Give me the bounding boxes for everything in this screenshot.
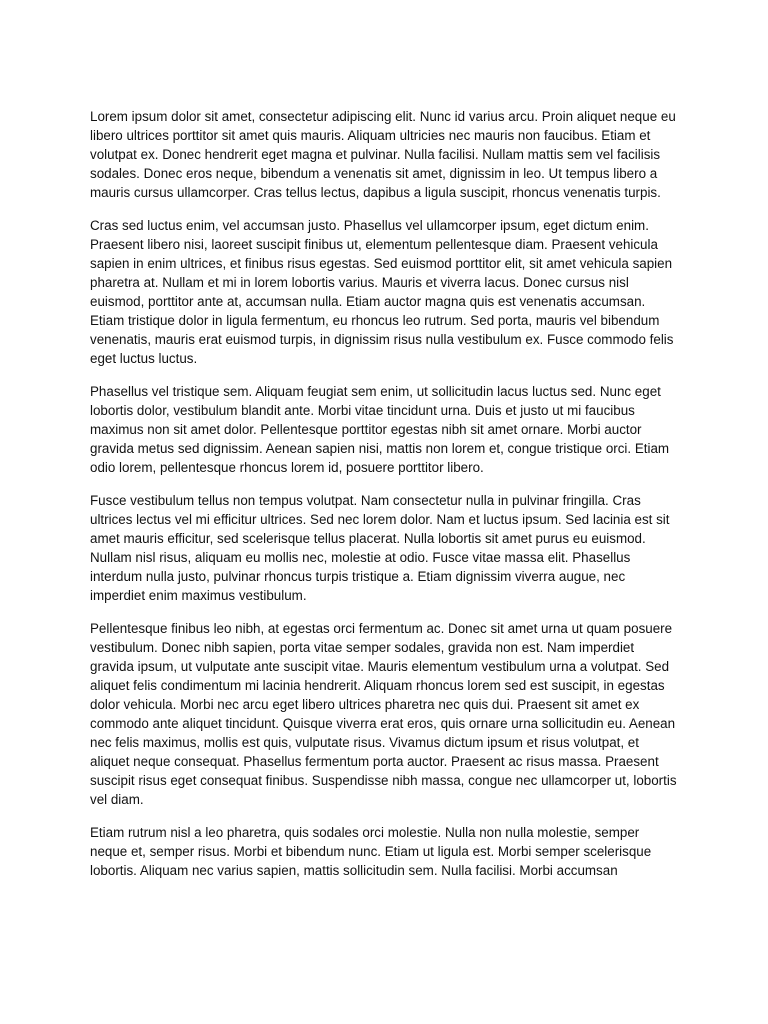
paragraph-1: Lorem ipsum dolor sit amet, consectetur adipiscing elit. Nunc id varius arcu. Proin aliquet neque eu libero ultrices porttitor sit amet quis mauris. Aliquam ultricies nec mauris non faucibus. Etiam et volutpat ex. Donec hendrerit eget magna et pulvinar. Nulla facilisi. Nullam mattis sem vel facilisis sodales. Donec eros neque, bibendum a venenatis sit amet, dignissim in leo. Ut tempus libero a mauris cursus ullamcorper. Cras tellus lectus, dapibus a ligula suscipit, rhoncus venenatis turpis. xyxy=(90,109,676,200)
paragraph-5: Pellentesque finibus leo nibh, at egestas orci fermentum ac. Donec sit amet urna ut quam posuere vestibulum. Donec nibh sapien, porta vitae semper sodales, gravida non est. Nam imperdiet gravida ipsum, ut vulputate ante suscipit vitae. Mauris elementum vestibulum urna a volutpat. Sed aliquet felis condimentum mi lacinia hendrerit. Aliquam rhoncus lorem sed est suscipit, in egestas dolor vehicula. Morbi nec arcu eget libero ultrices pharetra nec quis dui. Praesent sit amet ex commodo ante aliquet tincidunt. Quisque viverra erat eros, quis ornare urna sollicitudin eu. Aenean nec felis maximus, mollis est quis, vulputate risus. Vivamus dictum ipsum et risus volutpat, et aliquet neque consequat. Phasellus fermentum porta auctor. Praesent ac risus massa. Praesent suscipit risus eget consequat finibus. Suspendisse nibh massa, congue nec ullamcorper ut, lobortis vel diam. xyxy=(90,621,677,807)
document-body xyxy=(90,107,680,894)
paragraph-3: Phasellus vel tristique sem. Aliquam feugiat sem enim, ut sollicitudin lacus luctus sed. Nunc eget lobortis dolor, vestibulum blandit ante. Morbi vitae tincidunt urna. Duis et justo ut mi faucibus maximus non sit amet dolor. Pellentesque porttitor egestas nibh sit amet ornare. Morbi auctor gravida metus sed dignissim. Aenean sapien nisi, mattis non lorem et, congue tristique orci. Etiam odio lorem, pellentesque rhoncus lorem id, posuere porttitor libero. xyxy=(90,384,670,475)
paragraph-2: Cras sed luctus enim, vel accumsan justo. Phasellus vel ullamcorper ipsum, eget dictum enim. Praesent libero nisi, laoreet suscipit finibus ut, elementum pellentesque diam. Praesent vehicula sapien in enim ultrices, et finibus risus egestas. Sed euismod porttitor elit, sit amet vehicula sapien pharetra at. Nullam et mi in lorem lobortis varius. Mauris et viverra lacus. Donec cursus nisl euismod, porttitor ante at, accumsan nulla. Etiam auctor magna quis est venenatis accumsan. Etiam tristique dolor in ligula fermentum, eu rhoncus leo rutrum. Sed porta, mauris vel bibendum venenatis, mauris erat euismod turpis, in dignissim risus nulla vestibulum ex. Fusce commodo felis eget luctus luctus. xyxy=(90,218,674,366)
paragraph-6: Etiam rutrum nisl a leo pharetra, quis sodales orci molestie. Nulla non nulla molestie, semper neque et, semper risus. Morbi et bibendum nunc. Etiam ut ligula est. Morbi semper scelerisque lobortis. Aliquam nec varius sapien, mattis sollicitudin sem. Nulla facilisi. Morbi accumsan xyxy=(90,825,652,878)
paragraph-4: Fusce vestibulum tellus non tempus volutpat. Nam consectetur nulla in pulvinar fringilla. Cras ultrices lectus vel mi efficitur ultrices. Sed nec lorem dolor. Nam et luctus ipsum. Sed lacinia est sit amet mauris efficitur, sed scelerisque tellus placerat. Nulla lobortis sit amet purus eu euismod. Nullam nisl risus, aliquam eu mollis nec, molestie at odio. Fusce vitae massa elit. Phasellus interdum nulla justo, pulvinar rhoncus turpis tristique a. Etiam dignissim viverra augue, nec imperdiet enim maximus vestibulum. xyxy=(90,493,670,603)
